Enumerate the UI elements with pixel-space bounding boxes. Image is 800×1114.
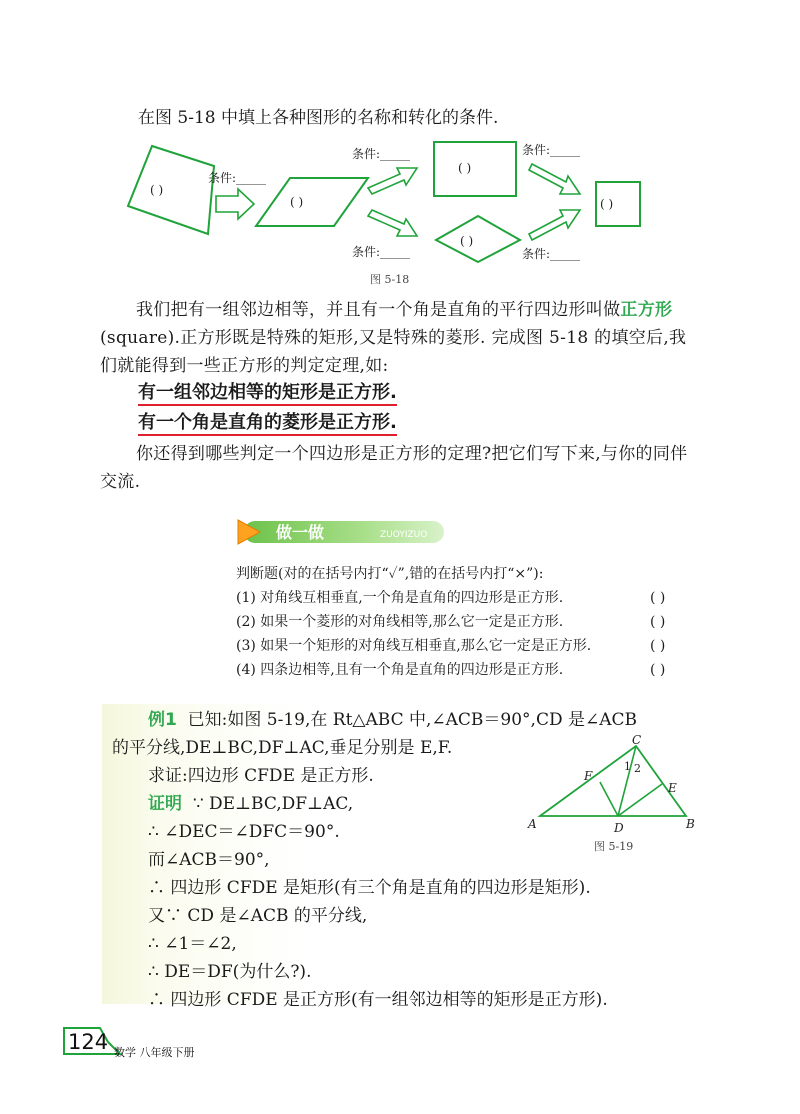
- proof-step-6: ∴ ∠1＝∠2,: [148, 934, 237, 954]
- square-blank: ( ): [600, 197, 614, 211]
- parallelogram-shape: [256, 178, 368, 226]
- label-a: A: [528, 817, 537, 831]
- definition-text-2: (square).正方形既是特殊的矩形,又是特殊的菱形. 完成图 5-18 的填空后,我们就能得到一些正方形的判定定理,如:: [100, 328, 687, 376]
- answer-blank: ( ): [650, 638, 666, 654]
- example-label: 例1: [148, 710, 177, 730]
- activity-item: [236, 586, 702, 610]
- discussion-paragraph: 你还得到哪些判定一个四边形是正方形的定理?把它们写下来,与你的同伴交流.: [100, 444, 688, 492]
- proof-step-7: ∴ DE＝DF(为什么?).: [148, 962, 312, 982]
- parallelogram-blank: ( ): [290, 195, 304, 209]
- label-d: D: [614, 821, 624, 835]
- activity-item-text: (2) 如果一个菱形的对角线相等,那么它一定是正方形.: [236, 614, 564, 630]
- rhombus-blank: ( ): [460, 234, 474, 248]
- figure-5-19: [520, 734, 700, 860]
- theorem-1: [138, 380, 397, 406]
- quadrilateral-blank: ( ): [150, 183, 164, 197]
- answer-blank: ( ): [650, 590, 666, 606]
- proof-step-2: ∴ ∠DEC＝∠DFC＝90°.: [148, 822, 340, 842]
- rhombus-shape: [436, 216, 520, 262]
- intro-text: 在图 5-18 中填上各种图形的名称和转化的条件.: [138, 108, 499, 128]
- activity-title: 做一做: [276, 523, 325, 542]
- activity-banner: [236, 518, 446, 546]
- activity-item-text: (4) 四条边相等,且有一个角是直角的四边形是正方形.: [236, 662, 564, 678]
- book-title: 数学 八年级下册: [114, 1046, 195, 1059]
- label-b: B: [686, 817, 695, 831]
- theorem-2: [138, 410, 397, 436]
- activity-item-text: (3) 如果一个矩形的对角线互相垂直,那么它一定是正方形.: [236, 638, 592, 654]
- condition-1: 条件:_____: [208, 171, 267, 185]
- example-prove: 求证:四边形 CFDE 是正方形.: [148, 766, 374, 786]
- proof-step-3: 而∠ACB＝90°,: [148, 850, 270, 870]
- figure-5-18-caption: 图 5-18: [370, 273, 410, 286]
- label-e: E: [668, 781, 677, 795]
- example-given: 已知:如图 5-19,在 Rt△ABC 中,∠ACB＝90°,CD 是∠ACB: [187, 710, 638, 730]
- activity-item: [236, 634, 702, 658]
- segment-df: [600, 782, 618, 816]
- activity-item: [236, 610, 702, 634]
- example-line-2: 的平分线,DE⊥BC,DF⊥AC,垂足分别是 E,F.: [112, 738, 453, 758]
- proof-line-1: [148, 790, 353, 818]
- proof-step-8: ∴ 四边形 CFDE 是正方形(有一组邻边相等的矩形是正方形).: [148, 990, 608, 1010]
- definition-paragraph: [100, 296, 700, 380]
- condition-4: 条件:_____: [522, 143, 581, 157]
- proof-step-1: ∵ DE⊥BC,DF⊥AC,: [192, 794, 354, 814]
- arrow-down-right-icon: [368, 210, 417, 236]
- page-number: 124: [68, 1030, 109, 1054]
- definition-text-1: 我们把有一组邻边相等，并且有一个角是直角的平行四边形叫做: [136, 300, 621, 320]
- condition-5: 条件:_____: [522, 247, 581, 261]
- label-f: F: [584, 769, 593, 783]
- quadrilateral-shape: [128, 146, 214, 234]
- page-footer: [62, 1020, 302, 1060]
- arrow-up-right-icon: [529, 210, 580, 240]
- proof-step-5: 又∵ CD 是∠ACB 的平分线,: [148, 906, 368, 926]
- label-c: C: [632, 734, 642, 747]
- activity-item-text: (1) 对角线互相垂直,一个角是直角的四边形是正方形.: [236, 590, 564, 606]
- angle-1-label: 1: [624, 760, 631, 773]
- activity-item: [236, 658, 702, 682]
- activity-pinyin: ZUOYIZUO: [380, 530, 428, 540]
- answer-blank: ( ): [650, 662, 666, 678]
- theorem-2-text: 有一个角是直角的菱形是正方形.: [138, 412, 397, 436]
- condition-2: 条件:_____: [352, 147, 411, 161]
- angle-2-label: 2: [634, 762, 641, 775]
- term-square: 正方形: [620, 300, 673, 320]
- activity-intro: 判断题(对的在括号内打“✓”,错的在括号内打“×”):: [236, 566, 544, 582]
- condition-3: 条件:_____: [352, 245, 411, 259]
- rectangle-blank: ( ): [458, 161, 472, 175]
- arrow-right-icon: [216, 189, 254, 219]
- example-line-1: [148, 706, 637, 734]
- proof-step-4: ∴ 四边形 CFDE 是矩形(有三个角是直角的四边形是矩形).: [148, 878, 591, 898]
- figure-5-18: [120, 138, 660, 296]
- answer-blank: ( ): [650, 614, 666, 630]
- proof-label: 证明: [148, 794, 182, 814]
- theorem-1-text: 有一组邻边相等的矩形是正方形.: [138, 382, 397, 406]
- figure-5-19-caption: 图 5-19: [594, 840, 634, 853]
- arrow-down-right-icon: [529, 164, 580, 194]
- arrow-up-right-icon: [368, 168, 417, 194]
- rectangle-shape: [434, 142, 516, 196]
